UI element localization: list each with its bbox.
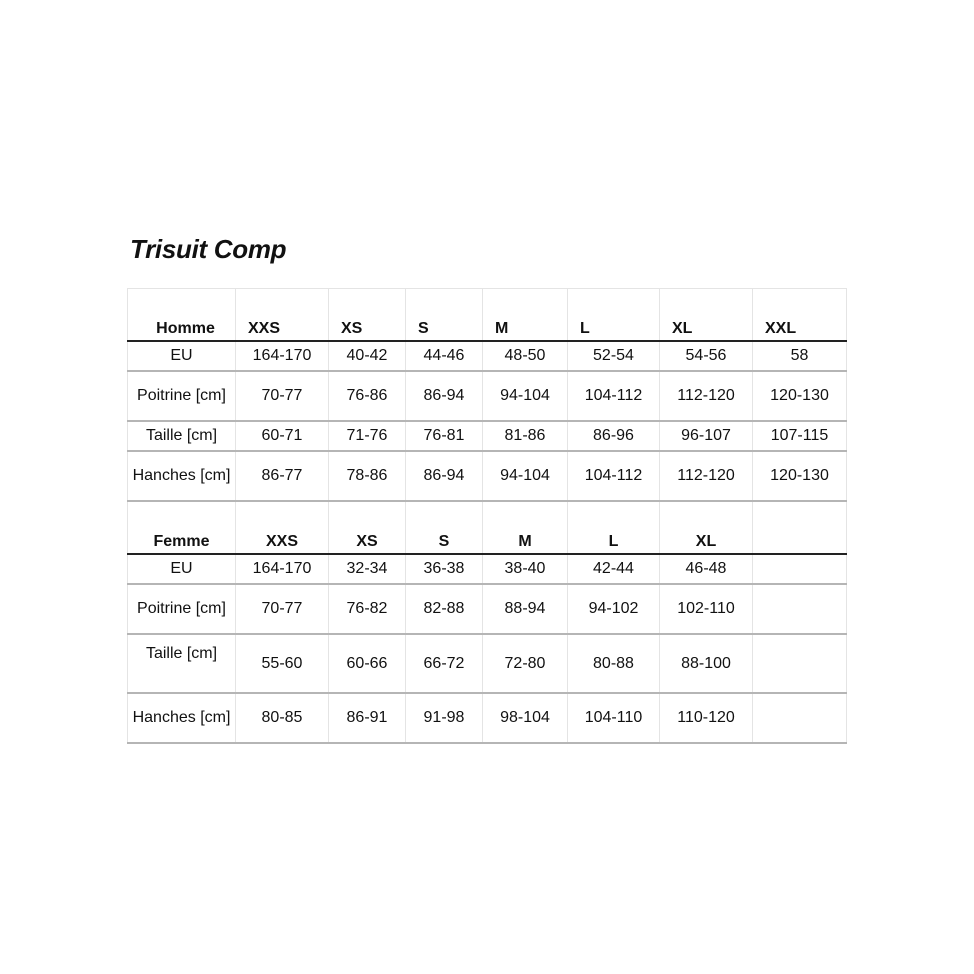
table-cell: 112-120 (660, 371, 753, 421)
table-cell: 96-107 (660, 421, 753, 451)
table-cell (753, 634, 847, 693)
table-cell: 104-112 (568, 451, 660, 501)
table-cell: 36-38 (406, 554, 483, 584)
page-title: Trisuit Comp (130, 234, 287, 264)
table-row (128, 371, 847, 421)
size-header: XXS (236, 501, 329, 554)
table-cell: 94-102 (568, 584, 660, 634)
table-cell: 38-40 (483, 554, 568, 584)
size-header: XXS (236, 289, 329, 342)
table-cell: 86-96 (568, 421, 660, 451)
row-label: EU (128, 554, 236, 584)
size-header: XS (329, 289, 406, 342)
table-cell: 82-88 (406, 584, 483, 634)
row-label: Poitrine [cm] (128, 371, 236, 421)
table-row (128, 341, 847, 371)
row-label: EU (128, 341, 236, 371)
table-cell: 70-77 (236, 371, 329, 421)
table-cell: 94-104 (483, 371, 568, 421)
row-label: Poitrine [cm] (128, 584, 236, 634)
table-row (128, 451, 847, 501)
table-cell: 40-42 (329, 341, 406, 371)
table-cell: 60-71 (236, 421, 329, 451)
table-cell: 112-120 (660, 451, 753, 501)
size-header: M (483, 501, 568, 554)
size-chart-table (127, 288, 847, 744)
table-cell: 81-86 (483, 421, 568, 451)
table-cell (753, 554, 847, 584)
size-header: S (406, 501, 483, 554)
table-cell: 110-120 (660, 693, 753, 743)
table-cell: 86-94 (406, 451, 483, 501)
table-cell: 91-98 (406, 693, 483, 743)
table-cell: 164-170 (236, 554, 329, 584)
size-header: XXL (753, 289, 847, 342)
table-row (128, 693, 847, 743)
size-header: L (568, 289, 660, 342)
table-cell: 66-72 (406, 634, 483, 693)
row-label: Hanches [cm] (128, 693, 236, 743)
table-cell: 164-170 (236, 341, 329, 371)
table-cell: 70-77 (236, 584, 329, 634)
table-row (128, 584, 847, 634)
table-cell: 60-66 (329, 634, 406, 693)
table-cell: 46-48 (660, 554, 753, 584)
table-cell (753, 584, 847, 634)
table-cell: 76-86 (329, 371, 406, 421)
table-row (128, 634, 847, 693)
table-cell: 54-56 (660, 341, 753, 371)
table-cell: 76-82 (329, 584, 406, 634)
table-cell: 80-88 (568, 634, 660, 693)
table-cell: 94-104 (483, 451, 568, 501)
size-header: XL (660, 501, 753, 554)
table-cell: 42-44 (568, 554, 660, 584)
table-cell: 88-100 (660, 634, 753, 693)
table-cell: 102-110 (660, 584, 753, 634)
table-cell: 120-130 (753, 371, 847, 421)
table-row (128, 421, 847, 451)
size-header (753, 501, 847, 554)
table-cell: 32-34 (329, 554, 406, 584)
table-cell: 58 (753, 341, 847, 371)
row-label: Taille [cm] (128, 421, 236, 451)
table-cell: 72-80 (483, 634, 568, 693)
table-cell: 104-112 (568, 371, 660, 421)
women-header-row (128, 501, 847, 554)
table-cell: 98-104 (483, 693, 568, 743)
table-cell: 86-94 (406, 371, 483, 421)
table-cell: 76-81 (406, 421, 483, 451)
size-header: S (406, 289, 483, 342)
size-header: XS (329, 501, 406, 554)
table-cell: 78-86 (329, 451, 406, 501)
table-cell: 86-77 (236, 451, 329, 501)
table-cell: 104-110 (568, 693, 660, 743)
table-cell: 80-85 (236, 693, 329, 743)
table-cell: 71-76 (329, 421, 406, 451)
table-row (128, 554, 847, 584)
men-section-label: Homme (128, 289, 236, 342)
size-header: XL (660, 289, 753, 342)
men-header-row (128, 289, 847, 342)
table-cell: 48-50 (483, 341, 568, 371)
table-cell: 44-46 (406, 341, 483, 371)
table-cell (753, 693, 847, 743)
women-section-label: Femme (128, 501, 236, 554)
table-cell: 88-94 (483, 584, 568, 634)
table-cell: 55-60 (236, 634, 329, 693)
table-cell: 86-91 (329, 693, 406, 743)
table-cell: 107-115 (753, 421, 847, 451)
row-label: Hanches [cm] (128, 451, 236, 501)
row-label: Taille [cm] (128, 634, 236, 693)
table-cell: 120-130 (753, 451, 847, 501)
table-cell: 52-54 (568, 341, 660, 371)
size-header: L (568, 501, 660, 554)
size-header: M (483, 289, 568, 342)
